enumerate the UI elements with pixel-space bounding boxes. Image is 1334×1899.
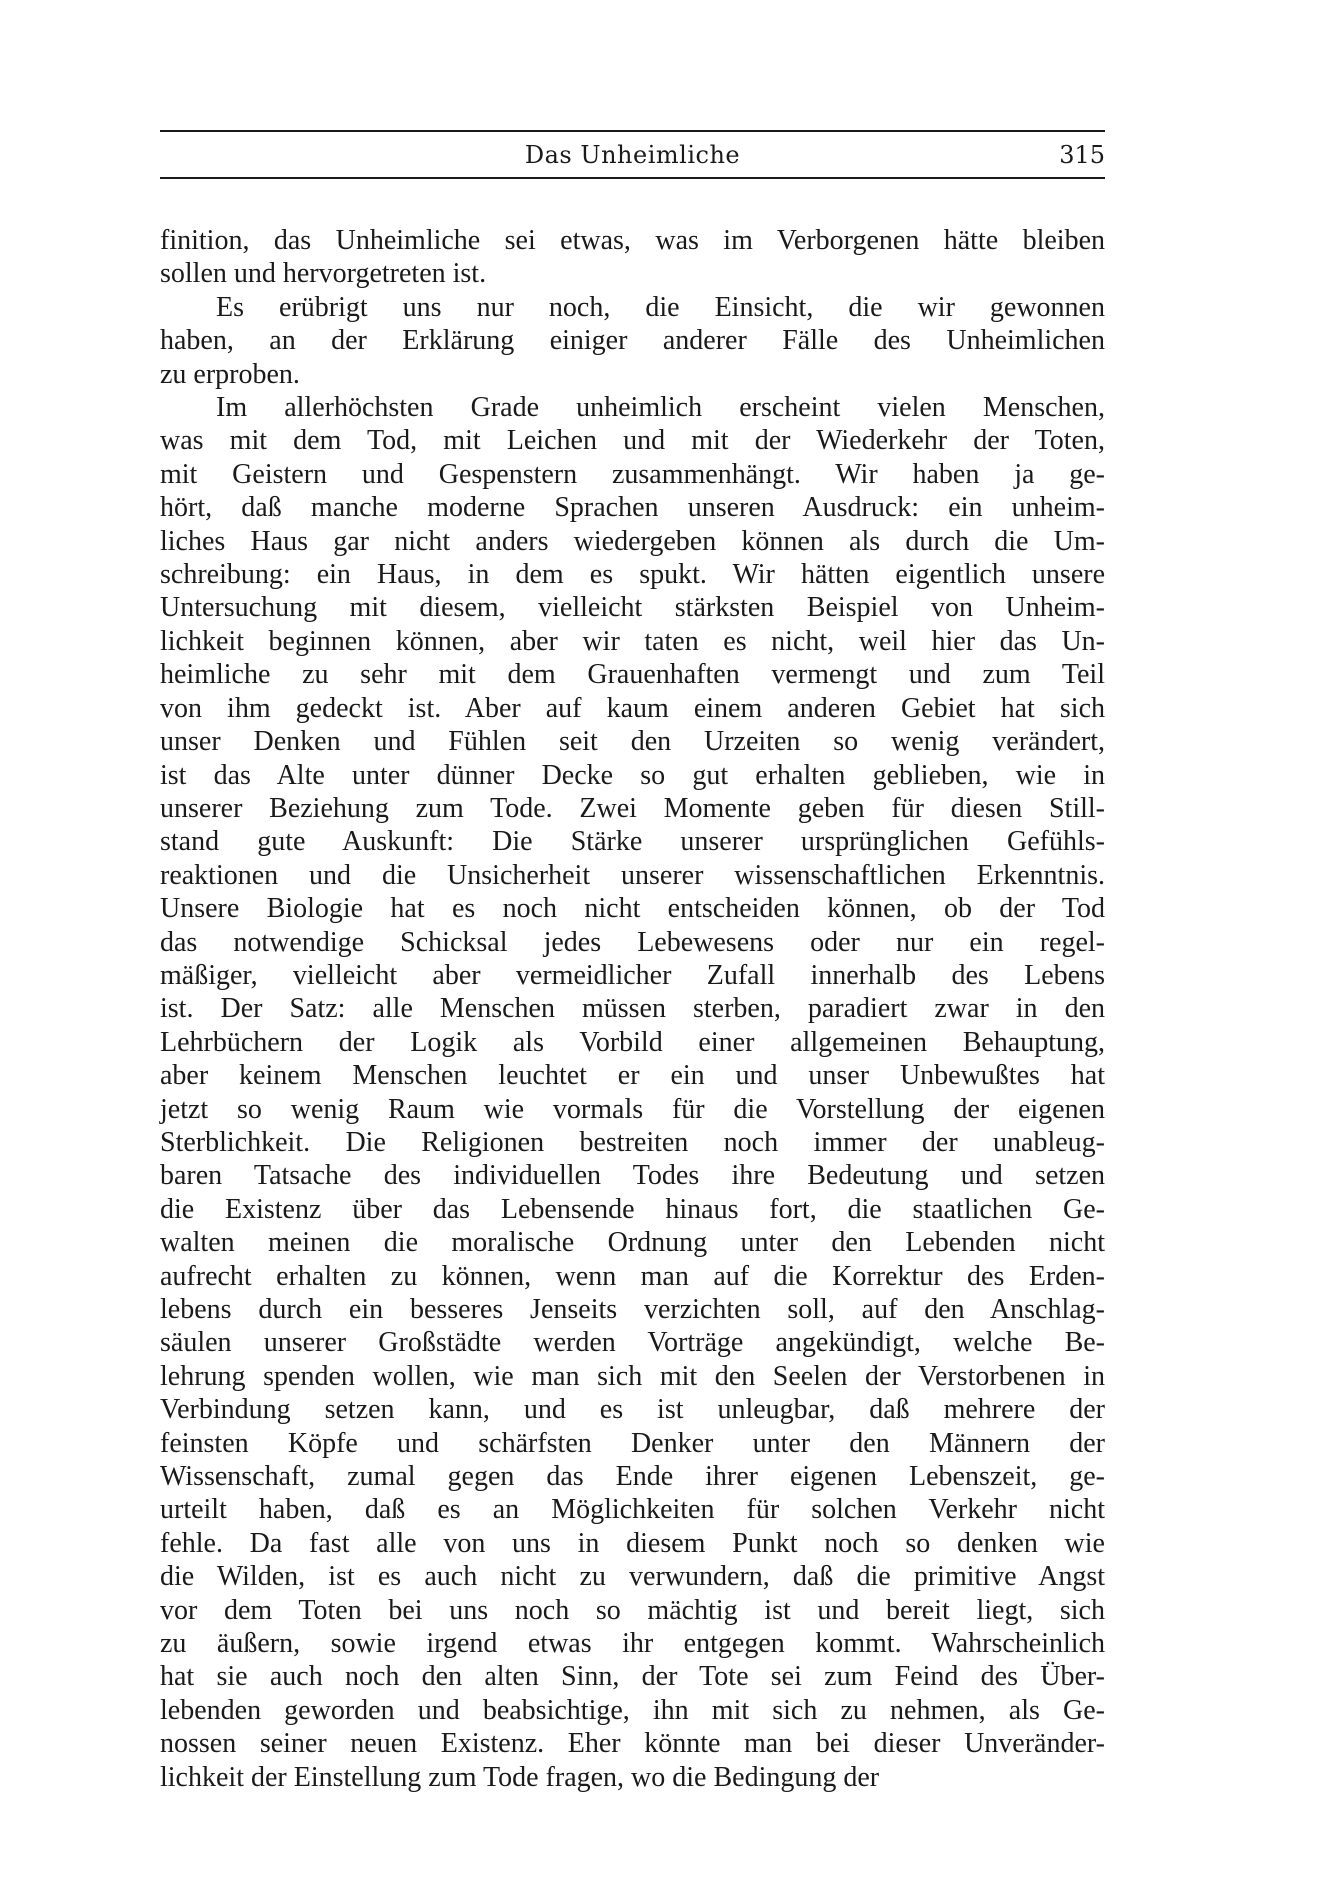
text-line: lehrung spenden wollen, wie man sich mit den Seelen der Verstorbenen in — [160, 1360, 1105, 1392]
text-line: unser Denken und Fühlen seit den Urzeiten so wenig verändert, — [160, 726, 1105, 758]
text-line: unserer Beziehung zum Tode. Zwei Momente geben für diesen Still- — [160, 792, 1105, 824]
text-line: Es erübrigt uns nur noch, die Einsicht, die wir gewonnen — [216, 291, 1105, 323]
text-line: finition, das Unheimliche sei etwas, was im Verborgenen hätte bleiben — [160, 225, 1105, 256]
text-line: mit Geistern und Gespenstern zusammenhängt. Wir haben ja ge- — [160, 458, 1105, 490]
header-top-rule — [160, 130, 1105, 132]
page-number: 315 — [1059, 141, 1105, 169]
paragraph — [160, 391, 1105, 1794]
running-title: Das Unheimliche — [524, 141, 741, 169]
text-line: Unsere Biologie hat es noch nicht entscheiden können, ob der Tod — [160, 893, 1105, 925]
text-line: zu erproben. — [160, 358, 300, 390]
text-line: Im allerhöchsten Grade unheimlich erscheint vielen Menschen, — [216, 392, 1105, 424]
text-line: baren Tatsache des individuellen Todes ihre Bedeutung und setzen — [160, 1160, 1105, 1192]
text-line: nossen seiner neuen Existenz. Eher könnte man bei dieser Unveränder- — [160, 1728, 1105, 1760]
header-bottom-rule — [160, 177, 1105, 179]
text-line: zu äußern, sowie irgend etwas ihr entgegen kommt. Wahrscheinlich — [160, 1628, 1105, 1660]
text-line: Sterblichkeit. Die Religionen bestreiten noch immer der unableug- — [160, 1126, 1105, 1158]
paragraph — [160, 224, 1105, 291]
text-line: haben, an der Erklärung einiger anderer Fälle des Unheimlichen — [160, 325, 1105, 357]
text-line: ist das Alte unter dünner Decke so gut erhalten geblieben, wie in — [160, 759, 1105, 791]
text-line: walten meinen die moralische Ordnung unter den Lebenden nicht — [160, 1227, 1105, 1259]
running-header — [160, 138, 1105, 172]
text-line: reaktionen und die Unsicherheit unserer wissenschaftlichen Erkenntnis. — [160, 859, 1105, 891]
text-line: Untersuchung mit diesem, vielleicht stärksten Beispiel von Unheim- — [160, 592, 1105, 624]
text-line: jetzt so wenig Raum wie vormals für die Vorstellung der eigenen — [160, 1093, 1105, 1125]
text-line: lichkeit der Einstellung zum Tode fragen, wo die Bedingung der — [160, 1761, 880, 1793]
paragraph — [160, 291, 1105, 391]
text-line: säulen unserer Großstädte werden Vorträge angekündigt, welche Be- — [160, 1327, 1105, 1359]
text-line: Verbindung setzen kann, und es ist unleugbar, daß mehrere der — [160, 1394, 1105, 1426]
text-line: Lehrbüchern der Logik als Vorbild einer allgemeinen Behauptung, — [160, 1026, 1105, 1058]
text-line: feinsten Köpfe und schärfsten Denker unter den Männern der — [160, 1427, 1105, 1459]
text-line: hat sie auch noch den alten Sinn, der Tote sei zum Feind des Über- — [160, 1661, 1105, 1693]
text-line: stand gute Auskunft: Die Stärke unserer ursprünglichen Gefühls- — [160, 826, 1105, 858]
text-line: urteilt haben, daß es an Möglichkeiten für solchen Verkehr nicht — [160, 1494, 1105, 1526]
text-line: ist. Der Satz: alle Menschen müssen sterben, paradiert zwar in den — [160, 993, 1105, 1025]
text-line: fehle. Da fast alle von uns in diesem Punkt noch so denken wie — [160, 1527, 1105, 1559]
text-line: heimliche zu sehr mit dem Grauenhaften vermengt und zum Teil — [160, 659, 1105, 691]
text-line: mäßiger, vielleicht aber vermeidlicher Zufall innerhalb des Lebens — [160, 959, 1105, 991]
text-line: Wissenschaft, zumal gegen das Ende ihrer eigenen Lebenszeit, ge- — [160, 1461, 1105, 1493]
text-line: das notwendige Schicksal jedes Lebewesens oder nur ein regel- — [160, 926, 1105, 958]
text-line: schreibung: ein Haus, in dem es spukt. Wir hätten eigentlich unsere — [160, 559, 1105, 591]
text-line: lichkeit beginnen können, aber wir taten es nicht, weil hier das Un- — [160, 625, 1105, 657]
text-line: liches Haus gar nicht anders wiedergeben können als durch die Um- — [160, 525, 1105, 557]
text-line: lebens durch ein besseres Jenseits verzichten soll, auf den Anschlag- — [160, 1294, 1105, 1325]
body-text — [160, 224, 1105, 1794]
text-line: was mit dem Tod, mit Leichen und mit der Wiederkehr der Toten, — [160, 425, 1105, 457]
text-line: hört, daß manche moderne Sprachen unseren Ausdruck: ein unheim- — [160, 492, 1105, 524]
text-line: lebenden geworden und beabsichtige, ihn mit sich zu nehmen, als Ge- — [160, 1694, 1105, 1726]
text-line: die Existenz über das Lebensende hinaus fort, die staatlichen Ge- — [160, 1193, 1105, 1225]
text-line: von ihm gedeckt ist. Aber auf kaum einem anderen Gebiet hat sich — [160, 692, 1105, 724]
text-line: vor dem Toten bei uns noch so mächtig ist und bereit liegt, sich — [160, 1594, 1105, 1626]
text-line: die Wilden, ist es auch nicht zu verwundern, daß die primitive Angst — [160, 1561, 1105, 1593]
text-line: aufrecht erhalten zu können, wenn man auf die Korrektur des Erden- — [160, 1260, 1105, 1292]
text-line: sollen und hervorgetreten ist. — [160, 258, 487, 290]
text-line: aber keinem Menschen leuchtet er ein und unser Unbewußtes hat — [160, 1060, 1105, 1092]
